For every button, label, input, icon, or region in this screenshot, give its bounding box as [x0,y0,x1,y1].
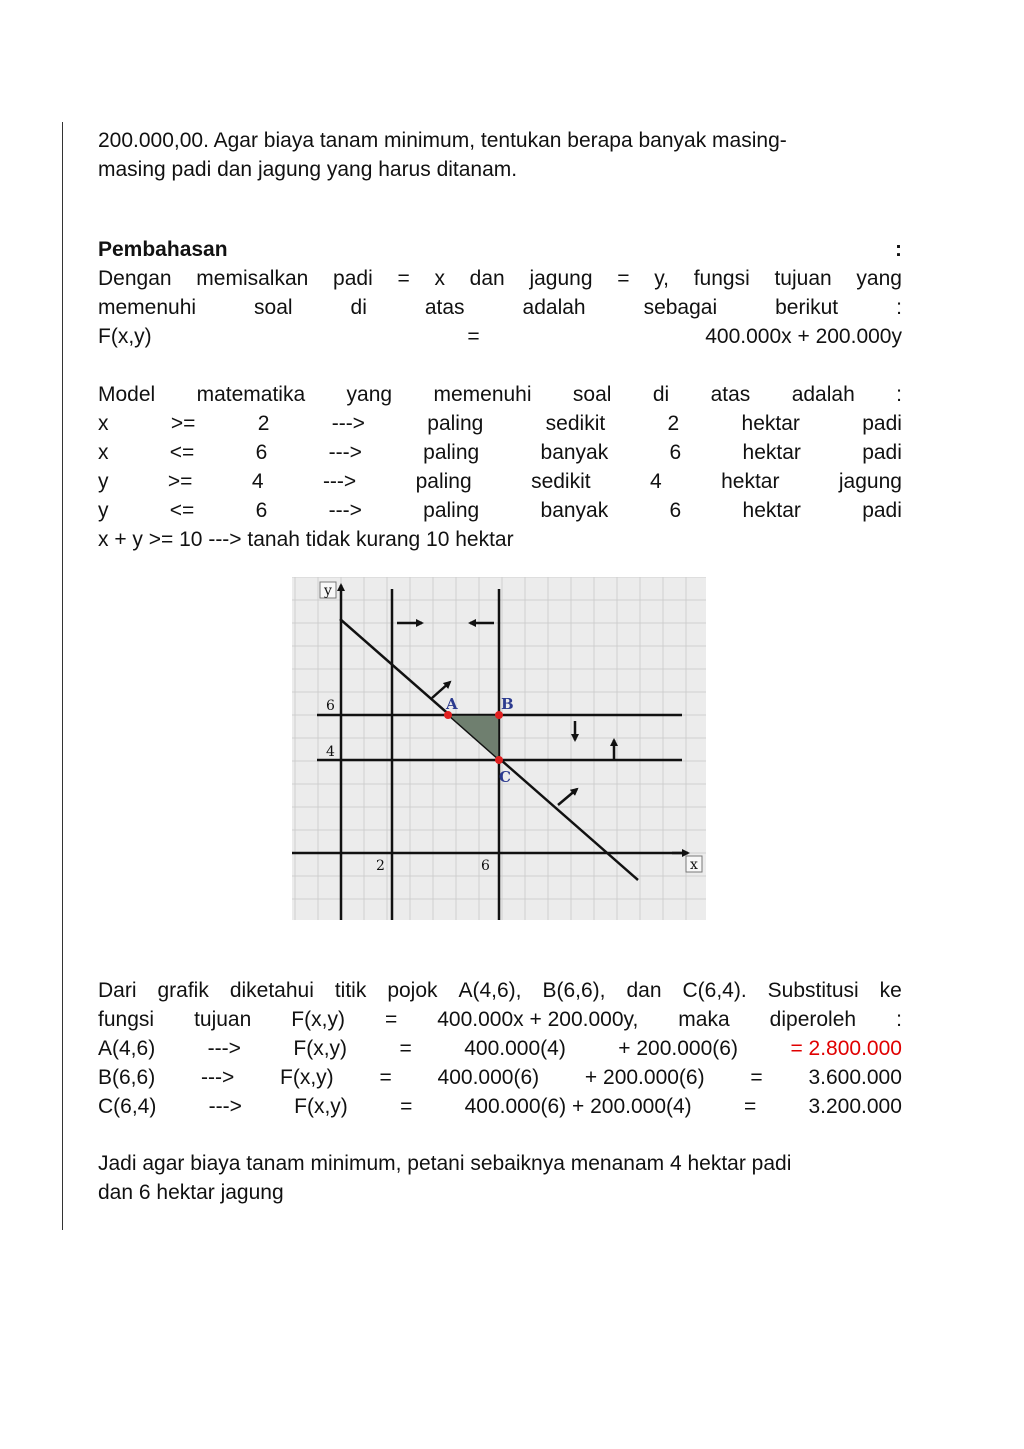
word: : [896,1008,902,1031]
word: banyak [540,441,609,464]
word: 400.000(6) + 200.000(4) [464,1095,692,1118]
word: Dengan [98,267,172,290]
word: = [400,1095,413,1118]
word: fungsi [693,267,750,290]
graph-svg [292,577,706,920]
word: adalah [522,296,586,319]
word: = [399,1037,412,1060]
intro-paragraph [98,126,902,184]
word: paling [423,441,480,464]
word: = [397,267,410,290]
label-c: C [499,768,511,786]
word: 6 [669,499,682,522]
calc-c [98,1092,902,1121]
word: 6 [669,441,682,464]
word: paling [427,412,484,435]
word: A(4,6) [98,1037,156,1060]
word: : [896,383,902,406]
word: 2 [667,412,680,435]
word: maka [678,1008,730,1031]
constraint-3 [98,467,902,496]
word: sebagai [643,296,718,319]
word: y [98,470,109,493]
word: <= [169,499,195,522]
word: = [743,1095,757,1118]
word: ---> [328,441,362,464]
word: grafik [157,979,209,1002]
word: ---> [322,470,357,493]
word: ---> [331,412,365,435]
word: 6 [255,441,268,464]
word: x [98,412,109,435]
word: pojok [387,979,438,1002]
word: soal [254,296,293,319]
word: B(6,6) [98,1066,156,1089]
word: B(6,6), [542,979,606,1002]
label-a: A [446,695,458,713]
word: 2 [257,412,270,435]
result-line-1 [98,976,902,1005]
word: memenuhi [98,296,197,319]
word: F(x,y) [294,1095,348,1118]
tick-x-2: 2 [376,858,385,874]
tick-x-6: 6 [481,858,490,874]
word: hektar [741,412,800,435]
word: F(x,y) [293,1037,348,1060]
word: 4 [251,470,264,493]
word: C(6,4). [682,979,747,1002]
word: atas [424,296,465,319]
pembahasan-line-1 [98,264,902,293]
word: tujuan [194,1008,252,1031]
tick-y-6: 6 [326,698,335,714]
word: 4 [650,470,662,493]
word: hektar [742,499,801,522]
calc-b [98,1063,902,1092]
word: fungsi [98,1008,155,1031]
word: adalah [791,383,855,406]
word: padi [862,441,902,464]
word: Dari [98,979,137,1002]
objective-function-line [98,322,902,351]
x-axis-label: x [690,857,698,873]
word: yang [346,383,393,406]
word: + 200.000(6) [584,1066,705,1089]
intro-line-1: 200.000,00. Agar biaya tanam minimum, tentukan berapa banyak masing- [98,129,787,152]
word: matematika [196,383,306,406]
word: memenuhi [433,383,532,406]
pembahasan-colon: : [895,238,902,261]
word: jagung [838,470,902,493]
word: hektar [742,441,801,464]
word: atas [710,383,751,406]
word: paling [423,499,480,522]
conclusion-line-1: Jadi agar biaya tanam minimum, petani sebaiknya menanam 4 hektar padi [98,1152,792,1175]
word: di [350,296,367,319]
word: = [467,325,480,348]
word: di [652,383,670,406]
word: padi [333,267,373,290]
word: padi [862,499,902,522]
word: diperoleh [769,1008,857,1031]
word: y [98,499,109,522]
word: 3.600.000 [808,1066,902,1089]
constraint-1 [98,409,902,438]
word: = [750,1066,763,1089]
calc-a [98,1034,902,1063]
word: Substitusi [767,979,859,1002]
model-section [98,380,902,554]
word: dan [469,267,505,290]
word: titik [334,979,367,1002]
word: ---> [328,499,362,522]
margin-line [62,122,63,1230]
word: ---> [200,1066,235,1089]
word: memisalkan [196,267,309,290]
word: 400.000x + 200.000y, [437,1008,639,1031]
model-intro-line [98,380,902,409]
result-section [98,976,902,1121]
feasible-region-graph [292,577,706,920]
word: = [617,267,630,290]
word: >= [170,412,196,435]
conclusion-line-2: dan 6 hektar jagung [98,1181,284,1204]
word: yang [856,267,902,290]
point-c [495,756,503,764]
word: F(x,y) [98,325,152,348]
pembahasan-line-2 [98,293,902,322]
word: >= [167,470,193,493]
word: soal [572,383,612,406]
word: dan [626,979,662,1002]
word: 400.000(6) [437,1066,540,1089]
word: paling [415,470,472,493]
word: F(x,y) [291,1008,345,1031]
constraint-5: x + y >= 10 ---> tanah tidak kurang 10 hektar [98,528,514,551]
word: diketahui [229,979,314,1002]
word: Model [98,383,156,406]
word: berikut [775,296,839,319]
word: x [434,267,445,290]
word: 3.200.000 [808,1095,902,1118]
constraint-2 [98,438,902,467]
word: <= [169,441,195,464]
word: 400.000(4) [464,1037,566,1060]
word: hektar [721,470,780,493]
pembahasan-heading: Pembahasan [98,238,228,261]
word: A(4,6), [458,979,522,1002]
y-axis-label: y [324,583,332,599]
word: 6 [255,499,268,522]
word: F(x,y) [280,1066,334,1089]
objective-function: 400.000x + 200.000y [705,325,902,348]
intro-line-2: masing padi dan jagung yang harus ditanam. [98,158,518,181]
label-b: B [501,695,514,713]
tick-y-4: 4 [326,744,335,760]
conclusion-paragraph [98,1149,902,1207]
result-line-2 [98,1005,902,1034]
word: y, [654,267,669,290]
word: ---> [207,1037,241,1060]
word: tujuan [774,267,832,290]
word: ke [879,979,902,1002]
word: = [384,1008,398,1031]
constraint-4 [98,496,902,525]
word: banyak [540,499,609,522]
word: jagung [529,267,593,290]
pembahasan-section [98,235,902,351]
word: x [98,441,109,464]
word: sedikit [531,470,591,493]
min-value: = 2.800.000 [790,1037,902,1060]
word: ---> [208,1095,242,1118]
word: C(6,4) [98,1095,157,1118]
word: sedikit [545,412,606,435]
word: padi [862,412,902,435]
pembahasan-heading-line [98,235,902,264]
word: + 200.000(6) [618,1037,738,1060]
word: = [379,1066,392,1089]
word: : [896,296,902,319]
